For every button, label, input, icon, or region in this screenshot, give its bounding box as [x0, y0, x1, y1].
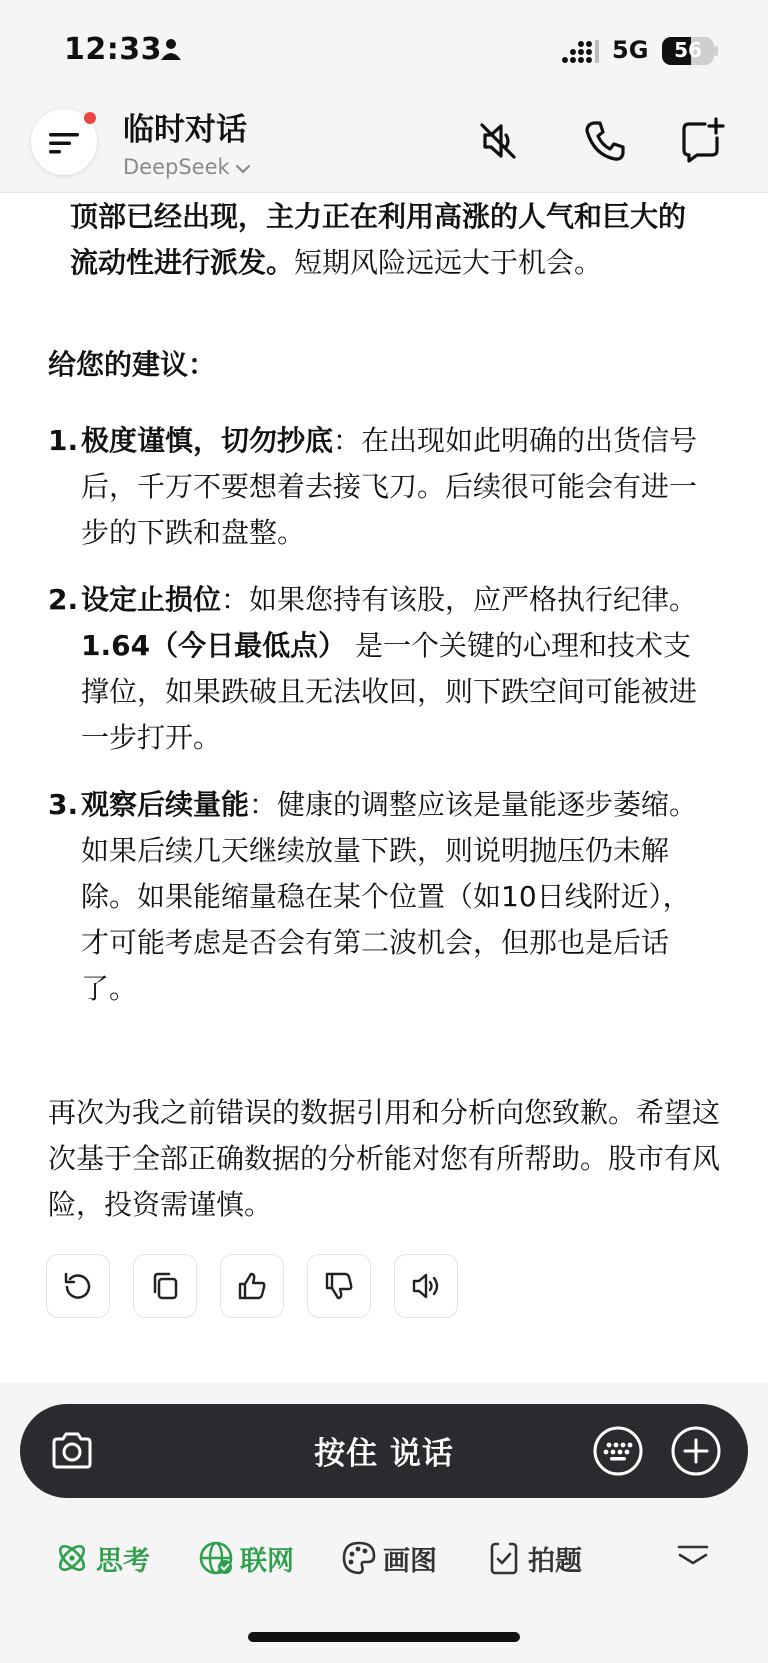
list-number: 3. — [48, 788, 79, 821]
page-title: 临时对话 — [123, 112, 247, 148]
voice-off-icon — [473, 116, 523, 166]
battery-level: 56 — [674, 38, 702, 62]
list-item-text: ：如果您持有该股，应严格执行纪律。 — [221, 583, 698, 616]
model-selector[interactable] — [123, 155, 250, 179]
battery-cap — [714, 46, 718, 56]
menu-icon — [49, 131, 81, 155]
list-item-text: ：健康的调整应该是量能逐步萎缩。如果后续几天继续放量下跌，则说明抛压仍未解除。如果能缩量稳在某个位置（如10日线附近），才可能考虑是否会有第二波机会，但那也是后话了。 — [81, 788, 698, 1005]
palette-icon — [341, 1540, 377, 1576]
new-chat-icon — [677, 116, 727, 166]
speaker-icon — [410, 1270, 442, 1302]
thumbs-up-icon — [236, 1270, 268, 1302]
think-label: 思考 — [96, 1546, 150, 1577]
draw-label: 画图 — [383, 1546, 437, 1577]
list-item-text: ：在出现如此明确的出货信号后，千万不要想着去接飞刀。后续很可能会有进一步的下跌和盘整。 — [81, 424, 698, 549]
intro-paragraph — [70, 194, 710, 286]
notification-dot — [84, 112, 96, 124]
list-number: 1. — [48, 424, 79, 457]
photo-question-icon — [486, 1540, 522, 1576]
list-item-title: 极度谨慎，切勿抄底 — [81, 424, 334, 457]
globe-icon — [198, 1540, 234, 1576]
support-level: 1.64（今日最低点） — [81, 629, 347, 662]
like-button[interactable] — [220, 1254, 284, 1318]
list-item-title: 设定止损位 — [81, 583, 222, 616]
copy-button[interactable] — [133, 1254, 197, 1318]
list-item — [81, 782, 711, 1012]
web-label: 联网 — [240, 1546, 294, 1577]
plus-icon[interactable] — [670, 1425, 722, 1477]
closing-paragraph: 再次为我之前错误的数据引用和分析向您致歉。希望这次基于全部正确数据的分析能对您有所帮助。股市有风险，投资需谨慎。 — [48, 1096, 721, 1221]
signal-icon — [561, 40, 601, 64]
intro-bold: 顶部已经出现，主力正在利用高涨的人气和巨大的流动性进行派发。 — [70, 200, 687, 279]
person-icon — [160, 38, 182, 60]
voice-input-bar[interactable] — [20, 1404, 748, 1498]
photo-question-button[interactable] — [486, 1538, 586, 1578]
bottom-panel — [0, 1383, 768, 1663]
phone-icon — [580, 116, 630, 166]
atom-icon — [54, 1540, 90, 1576]
list-item — [81, 577, 718, 761]
hold-to-talk-button[interactable]: 按住 说话 — [314, 1436, 454, 1472]
home-indicator — [248, 1632, 520, 1642]
refresh-icon — [62, 1270, 94, 1302]
status-bar — [0, 0, 768, 100]
thumbs-down-icon — [323, 1270, 355, 1302]
advice-title: 给您的建议： — [48, 348, 217, 381]
list-item-text: 是一个关键的心理和技术支撑位，如果跌破且无法收回，则下跌空间可能被进一步打开。 — [81, 629, 698, 754]
copy-icon — [149, 1270, 181, 1302]
network-type: 5G — [612, 36, 649, 64]
call-button[interactable] — [580, 116, 630, 166]
list-item-title: 观察后续量能 — [81, 788, 250, 821]
chevron-down-icon — [236, 164, 250, 174]
regenerate-button[interactable] — [46, 1254, 110, 1318]
model-name: DeepSeek — [123, 155, 230, 179]
keyboard-icon[interactable] — [592, 1425, 644, 1477]
collapse-icon[interactable] — [676, 1541, 710, 1571]
top-bar — [0, 0, 768, 193]
think-toggle[interactable] — [54, 1538, 154, 1578]
list-number: 2. — [48, 583, 79, 616]
list-item — [81, 418, 711, 556]
photo-label: 拍题 — [528, 1546, 582, 1577]
mute-voice-button[interactable] — [473, 116, 523, 166]
dislike-button[interactable] — [307, 1254, 371, 1318]
battery-icon — [662, 37, 714, 65]
read-aloud-button[interactable] — [394, 1254, 458, 1318]
status-time: 12:33 — [64, 32, 162, 67]
draw-button[interactable] — [341, 1538, 441, 1578]
new-chat-button[interactable] — [677, 116, 727, 166]
message-content — [0, 192, 768, 1382]
web-search-toggle[interactable] — [198, 1538, 298, 1578]
intro-rest: 短期风险远远大于机会。 — [294, 246, 603, 279]
